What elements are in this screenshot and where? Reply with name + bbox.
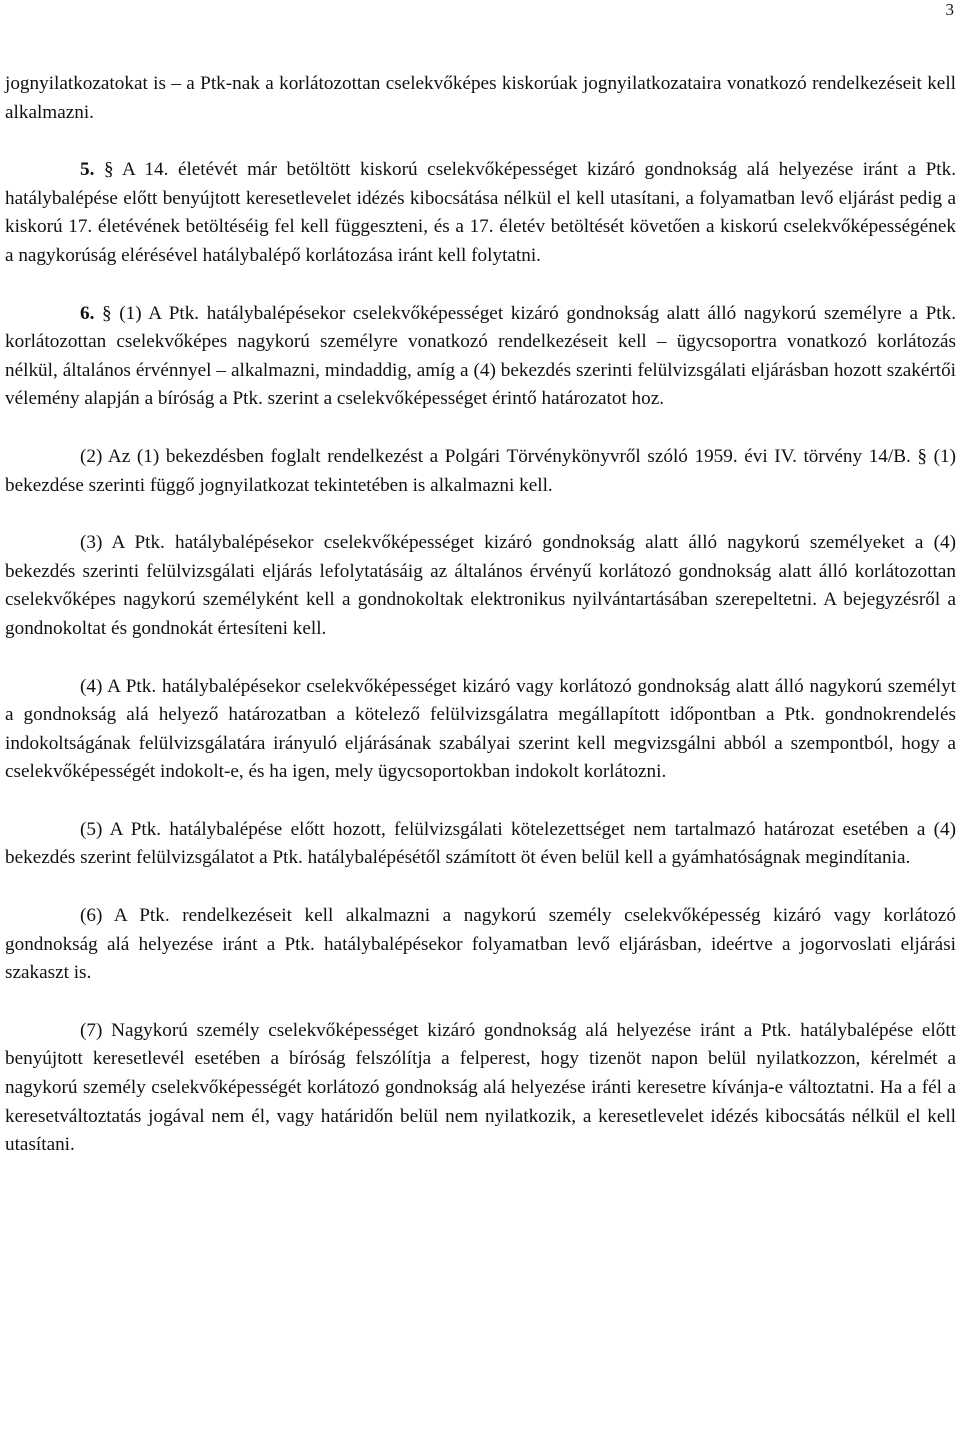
paragraph-subsection-7 bbox=[5, 1017, 956, 1160]
paragraph-subsection-5 bbox=[5, 816, 956, 873]
paragraph-text: (7) Nagykorú személy cselekvőképességet kizáró gondnokság alá helyezése iránt a Ptk. hatálybalépése előtt benyújtott keresetlevél esetében a bíróság felszólítja a felperest, hogy tizenöt napon belül nyilatkozzon, kérelmét a nagykorú személy cselekvőképességét korlátozó gondnokság alá helyezése iránti keresetre kívánja-e változtatni. Ha a fél a keresetváltoztatás jogával nem él, vagy határidőn belül nem nyilatkozik, a keresetlevelet idézés kibocsátás nélkül el kell utasítani. bbox=[5, 1019, 956, 1156]
paragraph-text: (3) A Ptk. hatálybalépésekor cselekvőképességet kizáró gondnokság alatt álló nagykorú személyeket a (4) bekezdés szerinti felülvizsgálati eljárás lefolytatásáig az általános érvényű korlátozó gondnokság alatt álló korlátozottan cselekvőképes nagykorú személyként kell a gondnokoltak elektronikus nyilvántartásában szerepeltetni. A bejegyzésről a gondnokoltat és gondnokát értesíteni kell. bbox=[5, 532, 956, 639]
section-number: 6. bbox=[80, 302, 95, 324]
paragraph-subsection-6 bbox=[5, 902, 956, 988]
paragraph-text: (2) Az (1) bekezdésben foglalt rendelkezést a Polgári Törvénykönyvről szóló 1959. évi IV. törvény 14/B. § (1) bekezdése szerinti függő jognyilatkozat tekintetében is alkalmazni kell. bbox=[5, 445, 956, 496]
paragraph-section-5 bbox=[5, 156, 956, 270]
paragraph-section-6 bbox=[5, 300, 956, 414]
paragraph-subsection-2 bbox=[5, 443, 956, 500]
document-body bbox=[5, 70, 956, 1160]
paragraph-subsection-4 bbox=[5, 673, 956, 787]
section-number: 5. bbox=[80, 159, 95, 181]
paragraph-text: § (1) A Ptk. hatálybalépésekor cselekvőképességet kizáró gondnokság alatt álló nagykorú személyre a Ptk. korlátozottan cselekvőképes nagykorú személyre vonatkozó rendelkezéseit kell – ügycsoportra vonatkozó korlátozás nélkül, általános érvénnyel – alkalmazni, mindaddig, amíg a (4) bekezdés szerinti felülvizsgálati eljárásban hozott szakértői vélemény alapján a bíróság a Ptk. szerint a cselekvőképességet érintő határozatot hoz. bbox=[5, 302, 957, 410]
paragraph-subsection-3 bbox=[5, 529, 956, 643]
paragraph-text: jognyilatkozatokat is – a Ptk-nak a korlátozottan cselekvőképes kiskorúak jognyilatkozataira vonatkozó rendelkezéseit kell alkalmazni. bbox=[5, 73, 956, 123]
paragraph-text: (4) A Ptk. hatálybalépésekor cselekvőképességet kizáró vagy korlátozó gondnokság alatt álló nagykorú személyt a gondnokság alá helyező határozatban a kötelező felülvizsgálatra megállapított időpontban a Ptk. gondnokrendelés indokoltságának felülvizsgálatára irányuló eljárásának szabályai szerint kell megvizsgálni abból a szempontból, hogy a cselekvőképességét indokolt-e, és ha igen, mely ügycsoportokban indokolt korlátozni. bbox=[5, 675, 956, 783]
paragraph-text: § A 14. életévét már betöltött kiskorú cselekvőképességet kizáró gondnokság alá helyezése iránt a Ptk. hatálybalépése előtt benyújtott keresetlevelet idézés kibocsátása nélkül el kell utasítani, a folyamatban levő eljárást pedig a kiskorú 17. életévének betöltéséig fel kell függeszteni, és a 17. életév betöltését követően a kiskorú cselekvőképességének a nagykorúság elérésével hatálybalépő korlátozása iránt kell folytatni. bbox=[5, 159, 956, 266]
page-number: 3 bbox=[945, 0, 954, 19]
paragraph-text: (6) A Ptk. rendelkezéseit kell alkalmazni a nagykorú személy cselekvőképesség kizáró vagy korlátozó gondnokság alá helyezése iránt a Ptk. hatálybalépésekor folyamatban levő eljárásban, ideértve a jogorvoslati eljárási szakaszt is. bbox=[5, 905, 956, 984]
paragraph-continuation bbox=[5, 70, 956, 127]
paragraph-text: (5) A Ptk. hatálybalépése előtt hozott, felülvizsgálati kötelezettséget nem tartalmazó határozat esetében a (4) bekezdés szerint felülvizsgálatot a Ptk. hatálybalépésétől számított öt éven belül kell a gyámhatóságnak megindítania. bbox=[5, 818, 956, 869]
